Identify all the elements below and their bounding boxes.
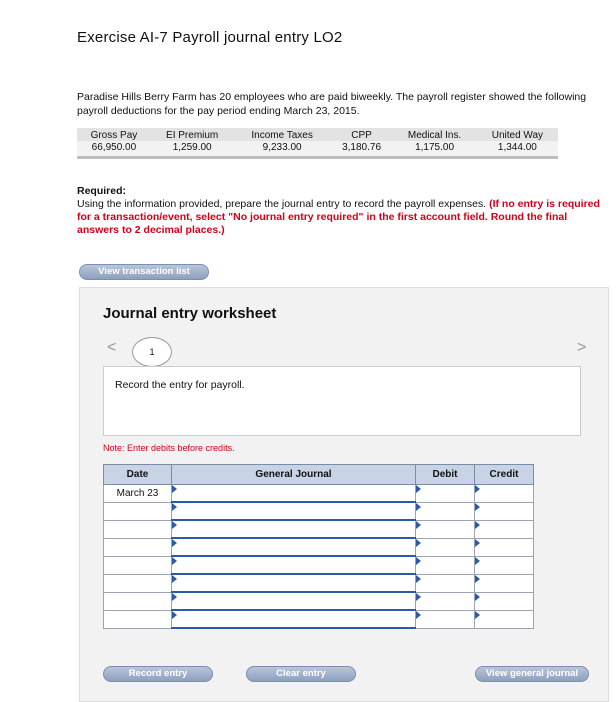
journal-row bbox=[104, 502, 534, 520]
exercise-title: Exercise AI-7 Payroll journal entry LO2 bbox=[77, 29, 343, 46]
account-select[interactable] bbox=[172, 610, 416, 628]
required-instruction: (If no entry is required for a transaction/event, select "No journal entry required" in the first account field. Round the final answers to 2 decimal places.) bbox=[77, 198, 600, 236]
account-select[interactable] bbox=[172, 538, 416, 556]
account-select[interactable] bbox=[172, 592, 416, 610]
credit-input[interactable] bbox=[475, 502, 534, 520]
debit-input[interactable] bbox=[416, 610, 475, 628]
date-cell bbox=[104, 610, 172, 628]
journal-row bbox=[104, 592, 534, 610]
val-cpp: 3,180.76 bbox=[331, 141, 393, 158]
col-credit: Credit bbox=[475, 465, 534, 485]
record-entry-button[interactable]: Record entry bbox=[103, 666, 213, 682]
credit-input[interactable] bbox=[475, 485, 534, 503]
prev-arrow-icon[interactable]: < bbox=[107, 339, 117, 356]
debit-input[interactable] bbox=[416, 556, 475, 574]
entry-prompt: Record the entry for payroll. bbox=[115, 379, 245, 391]
debit-input[interactable] bbox=[416, 592, 475, 610]
account-select[interactable] bbox=[172, 574, 416, 592]
account-select[interactable] bbox=[172, 502, 416, 520]
required-text: Using the information provided, prepare the journal entry to record the payroll expenses. bbox=[77, 198, 487, 210]
next-arrow-icon[interactable]: > bbox=[577, 339, 587, 356]
required-section bbox=[77, 185, 607, 237]
date-cell bbox=[104, 592, 172, 610]
debit-input[interactable] bbox=[416, 502, 475, 520]
intro-text: Paradise Hills Berry Farm has 20 employees who are paid biweekly. The payroll register showed the following payroll deductions for the pay period ending March 23, 2015. bbox=[77, 91, 587, 117]
val-united-way: 1,344.00 bbox=[477, 141, 558, 158]
col-income-taxes: Income Taxes bbox=[233, 128, 330, 141]
page-indicator[interactable]: 1 bbox=[132, 337, 172, 367]
col-gross-pay: Gross Pay bbox=[77, 128, 151, 141]
credit-input[interactable] bbox=[475, 574, 534, 592]
credit-input[interactable] bbox=[475, 520, 534, 538]
journal-row bbox=[104, 574, 534, 592]
col-medical-ins: Medical Ins. bbox=[392, 128, 476, 141]
date-cell bbox=[104, 502, 172, 520]
entry-prompt-box bbox=[103, 366, 581, 436]
date-cell bbox=[104, 520, 172, 538]
debit-input[interactable] bbox=[416, 538, 475, 556]
view-transaction-list-button[interactable]: View transaction list bbox=[79, 264, 209, 280]
val-gross-pay: 66,950.00 bbox=[77, 141, 151, 158]
date-cell bbox=[104, 556, 172, 574]
col-united-way: United Way bbox=[477, 128, 558, 141]
col-general-journal: General Journal bbox=[172, 465, 416, 485]
clear-entry-button[interactable]: Clear entry bbox=[246, 666, 356, 682]
payroll-deductions-table bbox=[77, 128, 558, 159]
col-date: Date bbox=[104, 465, 172, 485]
col-debit: Debit bbox=[416, 465, 475, 485]
journal-table bbox=[103, 464, 534, 629]
date-cell: March 23 bbox=[104, 485, 172, 503]
account-select[interactable] bbox=[172, 520, 416, 538]
date-cell bbox=[104, 574, 172, 592]
col-cpp: CPP bbox=[331, 128, 393, 141]
val-medical-ins: 1,175.00 bbox=[392, 141, 476, 158]
account-select[interactable] bbox=[172, 485, 416, 503]
journal-row bbox=[104, 610, 534, 628]
credit-input[interactable] bbox=[475, 610, 534, 628]
journal-row bbox=[104, 538, 534, 556]
debits-note: Note: Enter debits before credits. bbox=[103, 443, 235, 453]
debit-input[interactable] bbox=[416, 485, 475, 503]
debit-input[interactable] bbox=[416, 574, 475, 592]
journal-row bbox=[104, 485, 534, 503]
required-heading: Required: bbox=[77, 185, 127, 197]
credit-input[interactable] bbox=[475, 592, 534, 610]
debit-input[interactable] bbox=[416, 520, 475, 538]
account-select[interactable] bbox=[172, 556, 416, 574]
view-general-journal-button[interactable]: View general journal bbox=[475, 666, 589, 682]
journal-row bbox=[104, 520, 534, 538]
col-ei-premium: EI Premium bbox=[151, 128, 234, 141]
val-income-taxes: 9,233.00 bbox=[233, 141, 330, 158]
credit-input[interactable] bbox=[475, 538, 534, 556]
val-ei-premium: 1,259.00 bbox=[151, 141, 234, 158]
credit-input[interactable] bbox=[475, 556, 534, 574]
date-cell bbox=[104, 538, 172, 556]
journal-row bbox=[104, 556, 534, 574]
worksheet-title: Journal entry worksheet bbox=[103, 305, 277, 322]
